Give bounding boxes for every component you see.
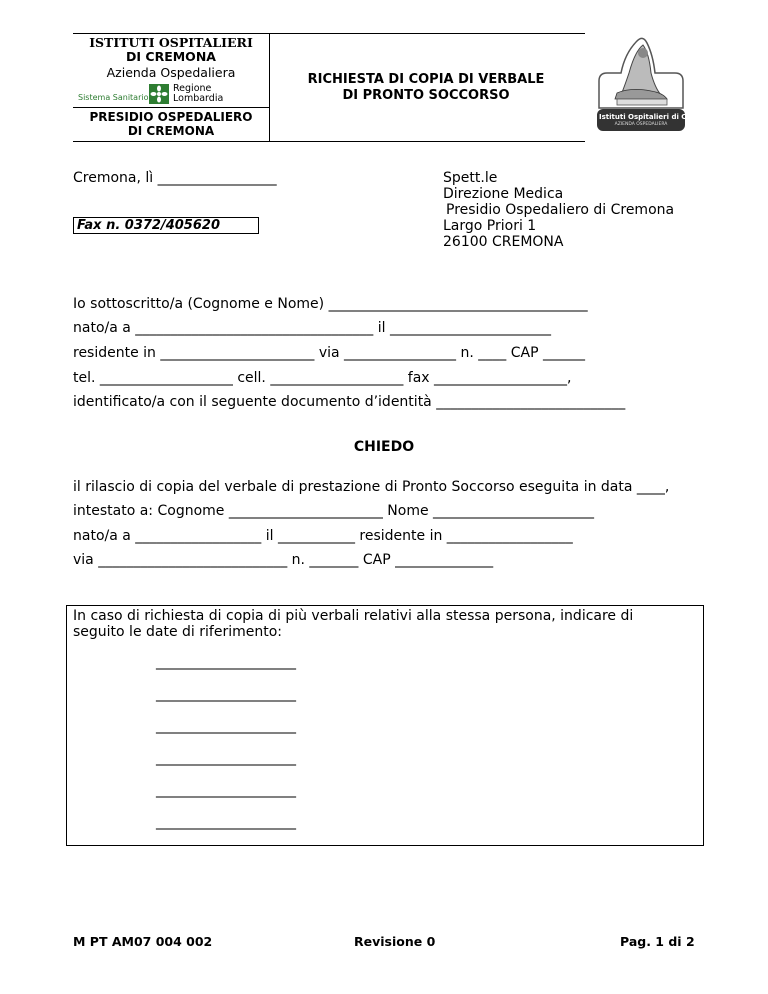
patient-name-field[interactable]: intestato a: Cognome ______________________ Nome _______________________ [73,503,595,519]
contacts-field[interactable]: tel. ___________________ cell. ___________________ fax ___________________, [73,370,572,386]
reference-date-line[interactable]: ____________________ [156,782,296,798]
logo-caption: Istituti Ospitalieri di Cremona [599,113,717,121]
regione-label: Regione [173,83,212,94]
reference-date-line[interactable]: ____________________ [156,750,296,766]
place-date-field[interactable]: Cremona, lì _________________ [73,170,277,186]
patient-address-field[interactable]: via ___________________________ n. _______ CAP ______________ [73,552,494,568]
reference-date-line[interactable]: ____________________ [156,654,296,670]
fax-number-box: Fax n. 0372/405620 [73,217,259,234]
page-number: Pag. 1 di 2 [620,934,695,949]
chiedo-heading: CHIEDO [353,439,415,455]
document-title-line2: DI PRONTO SOCCORSO [342,88,510,103]
birth-field[interactable]: nato/a a __________________________________ il _______________________ [73,320,551,336]
header-bottom-rule [73,141,585,142]
revision-label: Revisione 0 [354,934,436,949]
org-subtitle: Azienda Ospedaliera [106,65,236,80]
address-line3: Presidio Ospedaliero di Cremona [446,202,675,218]
presidio-line2: DI CREMONA [127,124,215,138]
reference-date-line[interactable]: ____________________ [156,814,296,830]
reference-date-line[interactable]: ____________________ [156,718,296,734]
presidio-line1: PRESIDIO OSPEDALIERO [89,110,253,124]
regione-lombardia-logo [78,84,268,106]
identity-document-field[interactable]: identificato/a con il seguente documento d’identità ___________________________ [73,394,626,410]
box-instruction-line2: seguito le date di riferimento: [73,624,282,640]
org-name-line1: ISTITUTI OSPITALIERI [89,35,253,50]
request-date-field[interactable]: il rilascio di copia del verbale di prestazione di Pronto Soccorso eseguita in data ____, [73,479,670,495]
address-line2: Direzione Medica [443,186,564,202]
org-name-line2: DI CREMONA [126,49,216,64]
header-mid-rule [73,107,269,108]
box-instruction-line1: In caso di richiesta di copia di più verbali relativi alla stessa persona, indicare di [73,608,634,624]
sistema-sanitario-label: Sistema Sanitario [78,93,149,102]
residence-field[interactable]: residente in ______________________ via ________________ n. ____ CAP ______ [73,345,585,361]
lombardia-label: Lombardia [173,93,224,104]
logo-subcaption: AZIENDA OSPEDALIERA [614,122,668,127]
istituti-ospitalieri-logo [591,33,717,137]
lombardia-rose-icon [149,84,169,104]
document-title-line1: RICHIESTA DI COPIA DI VERBALE [307,72,545,87]
patient-birth-field[interactable]: nato/a a __________________ il ___________ residente in __________________ [73,528,573,544]
form-code: M PT AM07 004 002 [73,934,213,949]
address-line4: Largo Priori 1 [443,218,537,234]
address-line1: Spett.le [443,170,498,186]
reference-date-line[interactable]: ____________________ [156,686,296,702]
requester-name-field[interactable]: Io sottoscritto/a (Cognome e Nome) _____________________________________ [73,296,588,312]
address-line5: 26100 CREMONA [443,234,564,250]
